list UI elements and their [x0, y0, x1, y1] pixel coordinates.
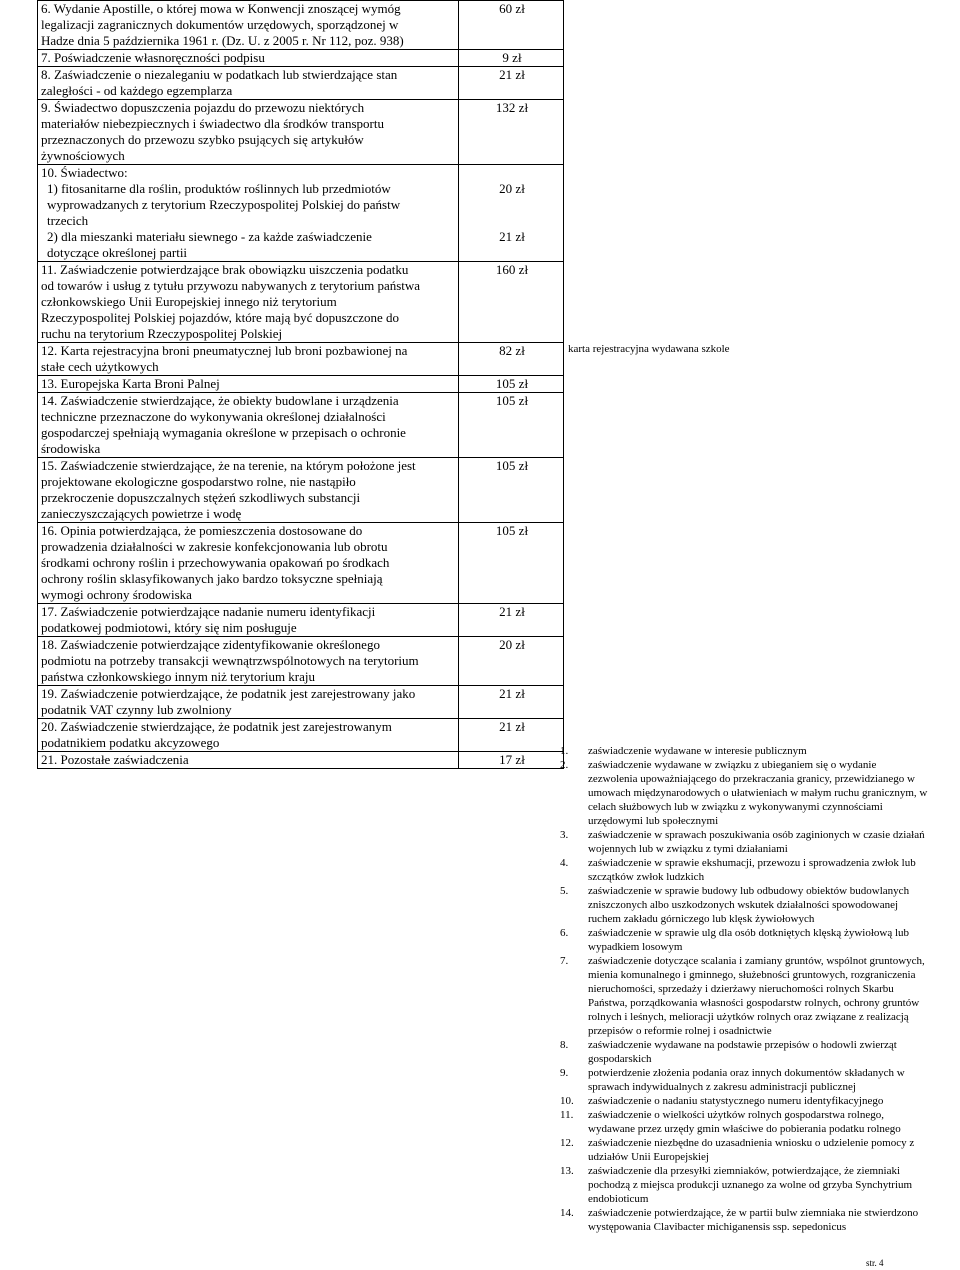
fee-amount — [459, 719, 564, 752]
fee-row — [38, 393, 564, 458]
fee-row — [38, 67, 564, 100]
fee-amount — [459, 262, 564, 343]
fee-amount-value: 82 zł — [499, 343, 525, 358]
note-line: zaświadczenie niezbędne do uzasadnienia wniosku o udzielenie pomocy z — [588, 1137, 915, 1149]
fee-description-line: 13. Europejska Karta Broni Palnej — [41, 376, 220, 391]
fee-description-line: ochrony roślin sklasyfikowanych jako bardzo toksyczne spełniają — [41, 571, 383, 586]
fee-description — [38, 165, 459, 262]
fee-row — [38, 165, 564, 262]
note-line: zaświadczenie w sprawie ulg dla osób dotkniętych klęską żywiołową lub — [588, 927, 910, 939]
fee-description-line: 15. Zaświadczenie stwierdzające, że na terenie, na którym położone jest — [41, 458, 416, 473]
note-item — [560, 1038, 956, 1066]
fee-description-line: trzecich — [47, 213, 89, 228]
fee-description-line: podatkowej podmiotowi, który się nim posługuje — [41, 620, 297, 635]
note-line: zezwolenia upoważniającego do przekraczania granicy, przewidzianego w — [588, 773, 915, 785]
note-number: 10. — [560, 1095, 574, 1107]
fee-amount — [459, 100, 564, 165]
fee-amount-value: 105 zł — [495, 393, 529, 408]
fee-description — [38, 1, 459, 50]
fee-description-line: od towarów i usług z tytułu przywozu nabywanych z terytorium państwa — [41, 278, 421, 293]
note-line: zaświadczenie dla przesyłki ziemniaków, potwierdzające, że ziemniaki — [588, 1165, 901, 1177]
fee-description-line: 21. Pozostałe zaświadczenia — [41, 752, 189, 767]
fee-row — [38, 50, 564, 67]
note-item — [560, 1094, 956, 1108]
fee-row — [38, 604, 564, 637]
note-number: 9. — [560, 1067, 569, 1079]
fee-description — [38, 262, 459, 343]
fee-description-line: stałe cech użytkowych — [41, 359, 159, 374]
fee-description-line: Rzeczypospolitej Polskiej pojazdów, które mają być dopuszczone do — [41, 310, 400, 325]
fee-description — [38, 719, 459, 752]
fee-row — [38, 637, 564, 686]
note-number: 6. — [560, 927, 569, 939]
note-number: 7. — [560, 955, 569, 967]
fee-description — [38, 752, 459, 769]
fee-amount-value: 60 zł — [499, 1, 525, 16]
note-line: zaświadczenie w sprawie budowy lub odbudowy obiektów budowlanych — [588, 885, 910, 897]
fee-amount — [459, 637, 564, 686]
side-note: karta rejestracyjna wydawana szkole — [568, 343, 730, 355]
note-item — [560, 856, 956, 884]
fee-description — [38, 637, 459, 686]
note-line: zaświadczenie o wielkości użytków rolnych gospodarstwa rolnego, — [588, 1109, 884, 1121]
note-item — [560, 1108, 956, 1136]
fee-description-line: podatnik VAT czynny lub zwolniony — [41, 702, 232, 717]
note-item — [560, 954, 956, 1038]
fee-description-line: ruchu na terytorium Rzeczypospolitej Polskiej — [41, 326, 283, 341]
note-number: 13. — [560, 1165, 574, 1177]
note-item — [560, 1164, 956, 1206]
fee-amount-value: 21 zł — [499, 229, 525, 244]
fee-description-line: 17. Zaświadczenie potwierdzające nadanie numeru identyfikacji — [41, 604, 376, 619]
fee-description-line: 7. Poświadczenie własnoręczności podpisu — [41, 50, 265, 65]
fee-description-line: przeznaczonych do przewozu szybko psujących się artykułów — [41, 132, 364, 147]
fee-description-line: Hadze dnia 5 października 1961 r. (Dz. U. z 2005 r. Nr 112, poz. 938) — [41, 33, 404, 48]
fee-row — [38, 376, 564, 393]
fee-description — [38, 604, 459, 637]
note-line: szczątków zwłok ludzkich — [588, 871, 705, 883]
note-item — [560, 758, 956, 828]
fee-row — [38, 686, 564, 719]
fee-description-line: 6. Wydanie Apostille, o której mowa w Konwencji znoszącej wymóg — [41, 1, 401, 16]
fee-description — [38, 393, 459, 458]
note-item — [560, 884, 956, 926]
fee-description-line: przekroczenie dopuszczalnych stężeń szkodliwych substancji — [41, 490, 361, 505]
fee-description-line: 8. Zaświadczenie o niezaleganiu w podatkach lub stwierdzające stan — [41, 67, 398, 82]
fee-description-line: dotyczące określonej partii — [47, 245, 188, 260]
note-line: przepisów o reformie rolnej i osadnictwie — [588, 1025, 772, 1037]
note-line: wypadkiem losowym — [588, 941, 683, 953]
fee-amount-value: 105 zł — [495, 458, 529, 473]
fee-amount-value: 132 zł — [495, 100, 529, 115]
fee-row — [38, 458, 564, 523]
fee-description-line: materiałów niebezpiecznych i świadectwo dla środków transportu — [41, 116, 384, 131]
fee-description — [38, 376, 459, 393]
note-number: 11. — [560, 1109, 574, 1121]
note-line: wojennych lub w związku z tymi działaniami — [588, 843, 788, 855]
note-line: udziałów Unii Europejskiej — [588, 1151, 709, 1163]
fee-description-line: zanieczyszczających powietrze i wodę — [41, 506, 242, 521]
fee-description-line: projektowane ekologiczne gospodarstwo rolne, nie nastąpiło — [41, 474, 356, 489]
fee-description — [38, 100, 459, 165]
fee-description-line: 11. Zaświadczenie potwierdzające brak obowiązku uiszczenia podatku — [41, 262, 409, 277]
note-line: zaświadczenie dotyczące scalania i zamiany gruntów, wspólnot gruntowych, — [588, 955, 925, 967]
fee-amount — [459, 343, 564, 376]
fee-amount-value: 17 zł — [499, 752, 525, 767]
note-item — [560, 926, 956, 954]
fee-amount — [459, 376, 564, 393]
fee-description-line: podatnikiem podatku akcyzowego — [41, 735, 220, 750]
fee-description-line: 14. Zaświadczenie stwierdzające, że obiekty budowlane i urządzenia — [41, 393, 399, 408]
exemption-notes-list — [560, 744, 956, 1234]
fee-amount-value: 105 zł — [495, 376, 529, 391]
note-line: zaświadczenie wydawane na podstawie przepisów o hodowli zwierząt — [588, 1039, 897, 1051]
fee-description-line: 16. Opinia potwierdzająca, że pomieszczenia dostosowane do — [41, 523, 363, 538]
fee-description — [38, 50, 459, 67]
fee-description-line: wymogi ochrony środowiska — [41, 587, 192, 602]
fee-description-line: legalizacji zagranicznych dokumentów urzędowych, sporządzonej w — [41, 17, 399, 32]
note-line: pochodzą z miejsca produkcji uznanego za wolne od grzyba Synchytrium — [588, 1179, 913, 1191]
fee-amount — [459, 686, 564, 719]
note-line: potwierdzenie złożenia podania oraz innych dokumentów składanych w — [588, 1067, 905, 1079]
fee-row — [38, 100, 564, 165]
fee-description-line: 20. Zaświadczenie stwierdzające, że podatnik jest zarejestrowanym — [41, 719, 392, 734]
fee-amount-value: 9 zł — [502, 50, 522, 65]
note-number: 8. — [560, 1039, 569, 1051]
fee-description — [38, 523, 459, 604]
fee-description-line: środkami ochrony roślin i przechowywania opakowań po środkach — [41, 555, 390, 570]
fee-description-line: członkowskiego Unii Europejskiej innego niż terytorium — [41, 294, 337, 309]
fee-description-line: 10. Świadectwo: — [41, 165, 128, 180]
fee-amount — [459, 50, 564, 67]
note-line: endobioticum — [588, 1193, 649, 1205]
note-line: ruchem zakładu górniczego lub klęsk żywiołowych — [588, 913, 815, 925]
note-number: 3. — [560, 829, 569, 841]
note-line: zniszczonych albo uszkodzonych wskutek działalności spowodowanej — [588, 899, 899, 911]
note-line: rolnych i leśnych, melioracji użytków rolnych oraz związane z realizacją — [588, 1011, 909, 1023]
fee-amount — [459, 523, 564, 604]
fee-amount — [459, 1, 564, 50]
fee-table — [37, 0, 564, 769]
fee-amount-value: 20 zł — [499, 181, 525, 196]
fee-amount — [459, 604, 564, 637]
fee-description-line: gospodarczej spełniają wymagania określone w przepisach o ochronie — [41, 425, 406, 440]
note-item — [560, 828, 956, 856]
fee-description-line: 18. Zaświadczenie potwierdzające zidentyfikowanie określonego — [41, 637, 380, 652]
note-line: zaświadczenie w sprawie ekshumacji, przewozu i sprowadzenia zwłok lub — [588, 857, 916, 869]
fee-row — [38, 752, 564, 769]
note-line: zaświadczenie wydawane w interesie publicznym — [588, 745, 807, 757]
note-line: Państwa, porządkowania własności gospodarstw rolnych, ochrony gruntów — [588, 997, 920, 1009]
fee-description-line: 12. Karta rejestracyjna broni pneumatycznej lub broni pozbawionej na — [41, 343, 408, 358]
fee-amount-value: 20 zł — [499, 637, 525, 652]
note-line: zaświadczenie wydawane w związku z ubieganiem się o wydanie — [588, 759, 877, 771]
note-line: mienia komunalnego i gminnego, służebności gruntowych, rozgraniczenia — [588, 969, 916, 981]
fee-description — [38, 67, 459, 100]
note-item — [560, 744, 956, 758]
fee-amount-value: 21 zł — [499, 719, 525, 734]
note-line: sprawach indywidualnych z zakresu administracji publicznej — [588, 1081, 856, 1093]
fee-row — [38, 523, 564, 604]
note-line: zaświadczenie o nadaniu statystycznego numeru identyfikacyjnego — [588, 1095, 884, 1107]
note-line: celach służbowych lub w związku z wykonywanymi czynnościami — [588, 801, 883, 813]
fee-amount-value: 105 zł — [495, 523, 529, 538]
fee-amount — [459, 165, 564, 262]
fee-description-line: prowadzenia działalności w zakresie konfekcjonowania lub obrotu — [41, 539, 388, 554]
fee-amount-value: 21 zł — [499, 686, 525, 701]
fee-description — [38, 686, 459, 719]
note-number: 2. — [560, 759, 569, 771]
note-line: gospodarskich — [588, 1053, 652, 1065]
page-number: str. 4 — [866, 1258, 884, 1268]
note-number: 1. — [560, 745, 569, 757]
note-line: zaświadczenie w sprawach poszukiwania osób zaginionych w czasie działań — [588, 829, 925, 841]
fee-amount-value: 21 zł — [499, 604, 525, 619]
fee-description — [38, 343, 459, 376]
note-item — [560, 1206, 956, 1234]
note-line: występowania Clavibacter michiganensis ssp. sepedonicus — [588, 1221, 847, 1233]
fee-description-line: 9. Świadectwo dopuszczenia pojazdu do przewozu niektórych — [41, 100, 365, 115]
fee-description-line: wyprowadzanych z terytorium Rzeczypospolitej Polskiej do państw — [47, 197, 401, 212]
fee-row — [38, 262, 564, 343]
fee-description-line: państwa członkowskiego innym niż terytorium kraju — [41, 669, 316, 684]
fee-description-line: 19. Zaświadczenie potwierdzające, że podatnik jest zarejestrowany jako — [41, 686, 416, 701]
note-line: zaświadczenie potwierdzające, że w partii bulw ziemniaka nie stwierdzono — [588, 1207, 919, 1219]
note-item — [560, 1136, 956, 1164]
note-line: urzędowymi lub społecznymi — [588, 815, 719, 827]
fee-description-line: środowiska — [41, 441, 101, 456]
fee-amount-value: 160 zł — [495, 262, 529, 277]
fee-description-line: 2) dla mieszanki materiału siewnego - za każde zaświadczenie — [47, 229, 372, 244]
fee-description — [38, 458, 459, 523]
fee-row — [38, 719, 564, 752]
note-number: 14. — [560, 1207, 574, 1219]
fee-description-line: żywnościowych — [41, 148, 125, 163]
note-number: 5. — [560, 885, 569, 897]
note-number: 4. — [560, 857, 569, 869]
fee-description-line: 1) fitosanitarne dla roślin, produktów roślinnych lub przedmiotów — [47, 181, 391, 196]
fee-row — [38, 1, 564, 50]
fee-amount — [459, 458, 564, 523]
note-line: nieruchomości, sprzedaży i dzierżawy nieruchomości rolnych Skarbu — [588, 983, 894, 995]
fee-description-line: techniczne przeznaczone do wykonywania określonej działalności — [41, 409, 386, 424]
note-item — [560, 1066, 956, 1094]
fee-amount — [459, 752, 564, 769]
fee-amount-value: 21 zł — [499, 67, 525, 82]
fee-description-line: podmiotu na potrzeby transakcji wewnątrzwspólnotowych na terytorium — [41, 653, 419, 668]
fee-row — [38, 343, 564, 376]
fee-description-line: zaległości - od każdego egzemplarza — [41, 83, 233, 98]
fee-amount — [459, 67, 564, 100]
note-line: umowach międzynarodowych o ułatwieniach w małym ruchu granicznym, w — [588, 787, 928, 799]
note-line: wydawane przez urzędy gmin właściwe do pobierania podatku rolnego — [588, 1123, 901, 1135]
fee-amount — [459, 393, 564, 458]
note-number: 12. — [560, 1137, 574, 1149]
